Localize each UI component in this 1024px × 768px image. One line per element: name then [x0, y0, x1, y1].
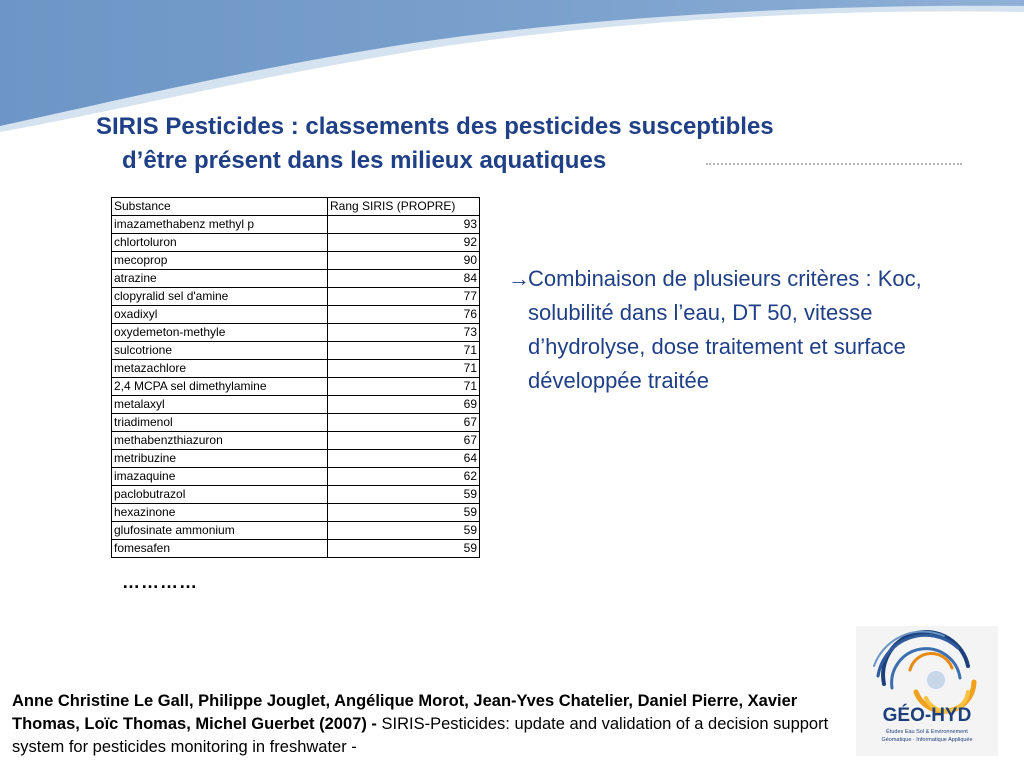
substance-cell: hexazinone [112, 504, 328, 522]
substance-cell: oxydemeton-methyle [112, 324, 328, 342]
rang-siris-cell: 67 [328, 414, 480, 432]
rang-siris-cell: 71 [328, 342, 480, 360]
criteria-bullet [508, 262, 978, 398]
arrow-right-icon: → [508, 266, 530, 291]
title-dotted-rule [706, 163, 962, 165]
table-row [112, 414, 480, 432]
rang-siris-cell: 67 [328, 432, 480, 450]
title-line-2: d’être présent dans les milieux aquatiques [122, 147, 607, 174]
citation-work: SIRIS-Pesticides: update and validation of a decision support system for pesticides monitoring in freshwater - [12, 715, 829, 756]
substance-cell: imazamethabenz methyl p [112, 216, 328, 234]
criteria-text: Combinaison de plusieurs critères : Koc, solubilité dans l’eau, DT 50, vitesse d’hydrolyse, dose traitement et surface développée traitée [528, 266, 922, 393]
substance-cell: glufosinate ammonium [112, 522, 328, 540]
table-header-row [112, 198, 480, 216]
header-rang-siris: Rang SIRIS (PROPRE) [328, 198, 480, 216]
geo-hyd-logo [856, 626, 998, 756]
table-row [112, 234, 480, 252]
rang-siris-cell: 93 [328, 216, 480, 234]
rang-siris-cell: 71 [328, 360, 480, 378]
table-row [112, 216, 480, 234]
substance-cell: methabenzthiazuron [112, 432, 328, 450]
rang-siris-cell: 92 [328, 234, 480, 252]
table-row [112, 306, 480, 324]
substance-cell: fomesafen [112, 540, 328, 558]
table-row [112, 378, 480, 396]
rang-siris-cell: 59 [328, 486, 480, 504]
substance-cell: metazachlore [112, 360, 328, 378]
citation-authors: Anne Christine Le Gall, Philippe Jouglet, Angélique Morot, Jean-Yves Chatelier, Daniel Pierre, Xavier Thomas, Loïc Thomas, Michel Guerbet (2007) - [12, 692, 798, 733]
substance-cell: sulcotrione [112, 342, 328, 360]
table-row [112, 540, 480, 558]
table-row [112, 450, 480, 468]
table-row [112, 360, 480, 378]
rang-siris-cell: 90 [328, 252, 480, 270]
rang-siris-cell: 71 [328, 378, 480, 396]
rang-siris-cell: 59 [328, 540, 480, 558]
rang-siris-cell: 84 [328, 270, 480, 288]
rang-siris-cell: 76 [328, 306, 480, 324]
table-row [112, 288, 480, 306]
header-substance: Substance [112, 198, 328, 216]
table-row [112, 432, 480, 450]
rang-siris-cell: 73 [328, 324, 480, 342]
rang-siris-cell: 62 [328, 468, 480, 486]
table-row [112, 252, 480, 270]
title-line-1: SIRIS Pesticides : classements des pesticides susceptibles [96, 113, 774, 140]
substance-cell: paclobutrazol [112, 486, 328, 504]
substance-cell: metribuzine [112, 450, 328, 468]
substance-cell: metalaxyl [112, 396, 328, 414]
substance-cell: triadimenol [112, 414, 328, 432]
pesticide-ranking-table [111, 197, 480, 558]
rang-siris-cell: 59 [328, 504, 480, 522]
substance-cell: oxadixyl [112, 306, 328, 324]
logo-name: GÉO-HYD [882, 705, 972, 726]
table-row [112, 486, 480, 504]
table-row [112, 522, 480, 540]
logo-tagline-1: Études Eau Sol & Environnement [886, 729, 968, 735]
slide-title [96, 110, 976, 178]
table-row [112, 504, 480, 522]
substance-cell: 2,4 MCPA sel dimethylamine [112, 378, 328, 396]
logo-tagline-2: Géomatique · Informatique Appliquée [881, 737, 973, 743]
table-row [112, 468, 480, 486]
substance-cell: clopyralid sel d'amine [112, 288, 328, 306]
substance-cell: mecoprop [112, 252, 328, 270]
table-continuation-ellipsis: ………… [122, 572, 198, 592]
table-row [112, 324, 480, 342]
rang-siris-cell: 64 [328, 450, 480, 468]
table-row [112, 270, 480, 288]
substance-cell: atrazine [112, 270, 328, 288]
rang-siris-cell: 69 [328, 396, 480, 414]
rang-siris-cell: 77 [328, 288, 480, 306]
substance-cell: chlortoluron [112, 234, 328, 252]
table-row [112, 396, 480, 414]
rang-siris-cell: 59 [328, 522, 480, 540]
substance-cell: imazaquine [112, 468, 328, 486]
table-row [112, 342, 480, 360]
citation [12, 690, 862, 759]
